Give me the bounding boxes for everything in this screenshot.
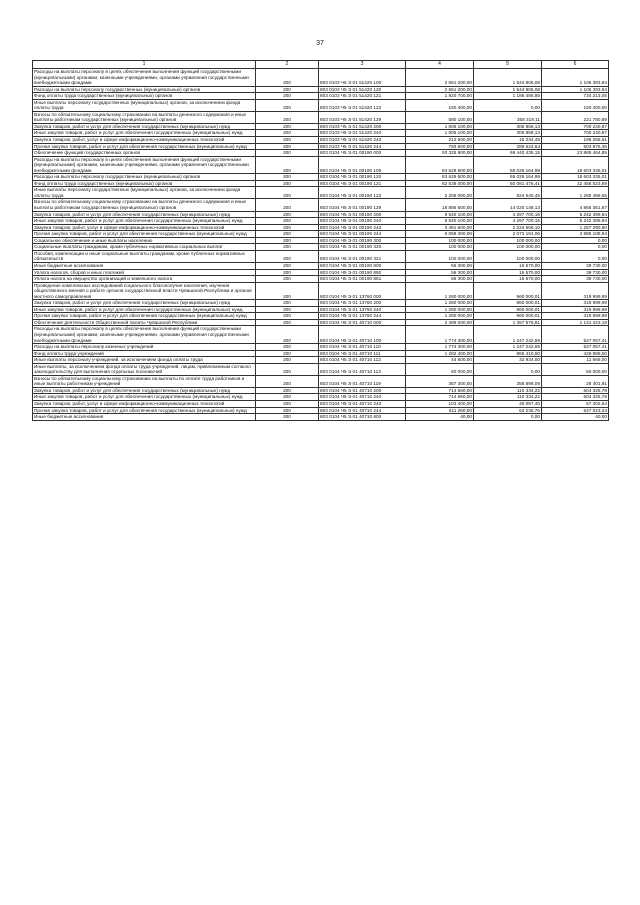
table-row [33,93,609,100]
row-plan-cell: 44 600,00 [406,357,474,364]
row-plan-cell: 1 280 000,00 [406,282,474,300]
table-header-row [33,61,609,69]
row-kbk-cell: 803 0104 Ч5 Э 01 00190 000 [319,150,406,157]
row-remainder-cell: 1 106 393,94 [542,69,609,87]
row-code-cell: 200 [256,174,319,181]
table-row [33,387,609,394]
row-remainder-cell: 700 240,87 [542,123,609,130]
row-plan-cell: 150 400,00 [406,99,474,111]
row-plan-cell: 1 282 400,00 [406,350,474,357]
row-name-cell: Иные выплаты, за исключением фонда оплаты труда учреждений, лицам, привлекаемым согласно законодательству для выполнения отдельных полномочий [33,363,256,375]
row-kbk-cell: 803 0103 Ч5 Э 01 51420 242 [319,137,406,144]
table-row [33,282,609,300]
row-name-cell: Иные закупки товаров, работ и услуг для обеспечения государственных (муниципальных) нужд [33,394,256,401]
row-executed-cell: 69 440 435,15 [474,150,542,157]
row-code-cell: 200 [256,375,319,387]
row-kbk-cell: 803 0103 Ч5 Э 01 51420 200 [319,123,406,130]
row-plan-cell: 6 058 300,00 [406,231,474,238]
row-executed-cell: 924 540,45 [474,187,542,199]
row-name-cell: Закупка товаров, работ, услуг в сфере информационно-коммуникационных технологий [33,400,256,407]
row-remainder-cell: 4 866 351,87 [542,199,609,211]
row-remainder-cell: 734 213,05 [542,93,609,100]
row-executed-cell: 15 234,49 [474,137,542,144]
row-kbk-cell: 803 0104 Ч5 Э 01 00190 300 [319,237,406,244]
row-code-cell: 200 [256,150,319,157]
column-header: 5 [474,61,542,69]
row-remainder-cell: 426 989,50 [542,350,609,357]
row-plan-cell: 1 005 100,00 [406,123,474,130]
row-executed-cell: 32 934,00 [474,357,542,364]
row-name-cell: Расходы на выплаты персоналу государственных (муниципальных) органов [33,174,256,181]
row-code-cell: 200 [256,86,319,93]
row-executed-cell: 46 097,46 [474,400,542,407]
row-plan-cell: 18 886 500,00 [406,199,474,211]
table-row [33,244,609,251]
row-plan-cell: 387 300,00 [406,375,474,387]
row-remainder-cell: 5 242 399,84 [542,211,609,218]
row-kbk-cell: 803 0104 Ч5 Э 01 00190 122 [319,187,406,199]
row-remainder-cell: 0,00 [542,250,609,262]
row-name-cell: Иные выплаты персоналу государственных (муниципальных) органов, за исключением фонда оплаты труда [33,99,256,111]
row-name-cell: Взносы по обязательному социальному страхованию на выплаты по оплате труда работников и иные выплаты работникам учреждений [33,375,256,387]
row-name-cell: Закупка товаров, работ и услуг для обеспечения государственных (муниципальных) нужд [33,211,256,218]
row-plan-cell: 2 651 200,00 [406,69,474,87]
row-remainder-cell: 40,00 [542,414,609,421]
row-kbk-cell: 803 0104 Ч5 Э 01 40710 242 [319,400,406,407]
row-remainder-cell: 221 780,89 [542,111,609,123]
row-name-cell: Прочая закупка товаров, работ и услуг для обеспечения государственных (муниципальных) нужд [33,143,256,150]
row-executed-cell: 110 334,22 [474,387,542,394]
row-code-cell: 200 [256,269,319,276]
row-code-cell: 200 [256,143,319,150]
row-plan-cell: 9 540 100,00 [406,218,474,225]
row-plan-cell: 83 629 500,00 [406,156,474,174]
table-row [33,231,609,238]
table-row [33,407,609,414]
row-name-cell: Расходы на выплаты персоналу в целях обеспечения выполнения функций государственными (муниципальными) органами, казенными учреждениями, органами управления государственными внебюджетными фондами [33,326,256,344]
row-name-cell: Социальные выплаты гражданам, кроме публичных нормативных социальных выплат [33,244,256,251]
row-name-cell: Закупка товаров, работ и услуг для обеспечения государственных (муниципальных) нужд [33,387,256,394]
row-name-cell: Обеспечение функций государственных органов [33,150,256,157]
row-remainder-cell: 319 999,99 [542,282,609,300]
row-code-cell: 200 [256,237,319,244]
row-name-cell: Иные закупки товаров, работ и услуг для обеспечения государственных (муниципальных) нужд [33,306,256,313]
column-header: 2 [256,61,319,69]
row-code-cell: 200 [256,319,319,326]
table-row [33,180,609,187]
row-code-cell: 200 [256,187,319,199]
row-remainder-cell: 604 325,78 [542,394,609,401]
table-row [33,276,609,283]
row-remainder-cell: 150 400,00 [542,99,609,111]
row-remainder-cell: 3 985 108,94 [542,231,609,238]
table-row [33,326,609,344]
row-name-cell: Прочая закупка товаров, работ и услуг для обеспечения государственных (муниципальных) нужд [33,231,256,238]
table-row [33,143,609,150]
row-kbk-cell: 803 0104 Ч5 Э 01 40710 244 [319,407,406,414]
row-executed-cell: 4 297 700,16 [474,218,542,225]
row-kbk-cell: 803 0104 Ч5 Э 01 13760 244 [319,313,406,320]
row-executed-cell: 289 624,64 [474,143,542,150]
row-plan-cell: 2 651 200,00 [406,86,474,93]
row-name-cell: Иные выплаты персоналу учреждений, за исключением фонда оплаты труда [33,357,256,364]
row-kbk-cell: 803 0103 Ч5 Э 01 51420 121 [319,93,406,100]
row-executed-cell: 110 334,22 [474,394,542,401]
row-code-cell: 200 [256,137,319,144]
row-name-cell: Взносы по обязательному социальному страхованию на выплаты денежного содержания и иные выплаты работникам государственных (муниципальных) органов [33,199,256,211]
row-remainder-cell: 23 885 464,85 [542,150,609,157]
row-executed-cell: 65 026 164,99 [474,174,542,181]
row-executed-cell: 2 224 509,10 [474,224,542,231]
row-remainder-cell: 1 257 290,90 [542,224,609,231]
row-code-cell: 200 [256,211,319,218]
row-name-cell: Пособия, компенсации и иные социальные выплаты гражданам, кроме публичных нормативных обязательств [33,250,256,262]
row-plan-cell: 56 300,00 [406,276,474,283]
row-kbk-cell: 803 0103 Ч5 Э 01 51420 244 [319,143,406,150]
row-code-cell: 200 [256,407,319,414]
row-executed-cell: 855 410,50 [474,350,542,357]
row-remainder-cell: 18 603 335,01 [542,156,609,174]
row-executed-cell: 1 186 486,95 [474,93,542,100]
row-executed-cell: 1 357 576,81 [474,319,542,326]
row-name-cell: Фонд оплаты труда учреждений [33,350,256,357]
row-remainder-cell: 28 401,91 [542,375,609,387]
row-kbk-cell: 803 0104 Ч5 Э 01 40710 111 [319,350,406,357]
table-row [33,211,609,218]
row-plan-cell: 611 260,00 [406,407,474,414]
row-remainder-cell: 11 666,00 [542,357,609,364]
table-row [33,86,609,93]
table-row [33,150,609,157]
row-code-cell: 200 [256,199,319,211]
row-code-cell: 200 [256,363,319,375]
row-executed-cell: 100 000,00 [474,244,542,251]
row-kbk-cell: 803 0104 Ч5 Э 01 40710 119 [319,375,406,387]
row-code-cell: 200 [256,344,319,351]
row-plan-cell: 93 325 900,00 [406,150,474,157]
row-code-cell: 200 [256,93,319,100]
row-remainder-cell: 60 000,00 [542,363,609,375]
row-name-cell: Уплата налогов, сборов и иных платежей [33,269,256,276]
table-row [33,156,609,174]
row-executed-cell: 1 544 806,08 [474,86,542,93]
row-executed-cell: 1 544 806,08 [474,69,542,87]
table-row [33,363,609,375]
row-executed-cell: 358 898,09 [474,375,542,387]
row-plan-cell: 100 000,00 [406,250,474,262]
page-number: 37 [316,40,324,47]
row-executed-cell: 100 000,00 [474,250,542,262]
row-plan-cell: 3 481 600,00 [406,224,474,231]
row-name-cell: Фонд оплаты труда государственных (муниципальных) органов [33,180,256,187]
row-code-cell: 200 [256,111,319,123]
row-name-cell: Иные выплаты персоналу государственных (муниципальных) органов, за исключением фонда оплаты труда [33,187,256,199]
row-name-cell: Иные закупки товаров, работ и услуг для обеспечения государственных (муниципальных) нужд [33,130,256,137]
table-row [33,123,609,130]
row-code-cell: 200 [256,394,319,401]
row-executed-cell: 0,00 [474,414,542,421]
row-remainder-cell: 527 057,41 [542,344,609,351]
row-plan-cell: 1 774 300,00 [406,344,474,351]
table-row [33,224,609,231]
row-name-cell: Расходы на выплаты персоналу государственных (муниципальных) органов [33,86,256,93]
row-kbk-cell: 803 0103 Ч5 Э 01 51420 240 [319,130,406,137]
row-name-cell: Проведение комплексных исследований социального благополучия населения, изучения общественного мнения о работе органов государственной власти Чувашской Республики и органов местного самоуправления [33,282,256,300]
row-remainder-cell: 39 730,00 [542,269,609,276]
row-plan-cell: 580 100,00 [406,111,474,123]
row-executed-cell: 358 319,11 [474,111,542,123]
row-plan-cell: 793 600,00 [406,143,474,150]
row-name-cell: Закупка товаров, работ, услуг в сфере информационно-коммуникационных технологий [33,137,256,144]
row-kbk-cell: 803 0103 Ч5 Э 01 51420 129 [319,111,406,123]
row-kbk-cell: 803 0104 Ч5 Э 01 40710 113 [319,363,406,375]
row-kbk-cell: 803 0104 Ч5 Э 01 00190 240 [319,218,406,225]
row-code-cell: 200 [256,250,319,262]
row-code-cell: 200 [256,224,319,231]
row-kbk-cell: 803 0104 Ч5 Э 01 00190 100 [319,156,406,174]
row-plan-cell: 1 005 100,00 [406,130,474,137]
row-remainder-cell: 1 280 459,55 [542,187,609,199]
table-row [33,111,609,123]
row-code-cell: 200 [256,282,319,300]
row-remainder-cell: 604 325,78 [542,387,609,394]
row-plan-cell: 1 280 000,00 [406,313,474,320]
row-plan-cell: 62 538 000,00 [406,180,474,187]
row-remainder-cell: 0,00 [542,237,609,244]
row-executed-cell: 50 081 476,41 [474,180,542,187]
row-remainder-cell: 1 106 393,94 [542,86,609,93]
budget-execution-table [32,60,609,421]
row-executed-cell: 1 247 242,59 [474,326,542,344]
row-kbk-cell: 803 0103 Ч5 Э 01 51420 122 [319,99,406,111]
row-code-cell: 200 [256,262,319,269]
row-executed-cell: 2 073 191,06 [474,231,542,238]
row-remainder-cell: 547 023,24 [542,407,609,414]
table-row [33,394,609,401]
row-code-cell: 200 [256,276,319,283]
row-remainder-cell: 57 302,54 [542,400,609,407]
table-row [33,237,609,244]
row-kbk-cell: 803 0104 Ч5 Э 01 00190 129 [319,199,406,211]
row-remainder-cell: 503 975,36 [542,143,609,150]
row-name-cell: Фонд оплаты труда государственных (муниципальных) органов [33,93,256,100]
row-name-cell: Социальное обеспечение и иные выплаты населению [33,237,256,244]
table-row [33,400,609,407]
row-remainder-cell: 319 999,99 [542,313,609,320]
row-executed-cell: 0,00 [474,99,542,111]
column-header: 4 [406,61,474,69]
row-plan-cell: 714 660,00 [406,387,474,394]
row-plan-cell: 100 000,00 [406,244,474,251]
row-code-cell: 200 [256,156,319,174]
row-code-cell: 200 [256,130,319,137]
row-name-cell: Расходы на выплаты персоналу казенных учреждений [33,344,256,351]
column-header: 3 [319,61,406,69]
row-code-cell: 200 [256,300,319,307]
row-remainder-cell: 12 456 523,59 [542,180,609,187]
row-remainder-cell: 319 999,99 [542,300,609,307]
row-kbk-cell: 803 0104 Ч5 Э 01 00190 121 [319,180,406,187]
row-kbk-cell: 803 0104 Ч5 Э 01 40710 240 [319,394,406,401]
row-kbk-cell: 803 0104 Ч5 Э 01 40710 100 [319,326,406,344]
row-kbk-cell: 803 0104 Ч5 Э 01 00190 321 [319,250,406,262]
row-executed-cell: 16 570,00 [474,262,542,269]
table-row [33,300,609,307]
row-name-cell: Закупка товаров, работ и услуг для обеспечения государственных (муниципальных) нужд [33,123,256,130]
row-remainder-cell: 39 730,00 [542,276,609,283]
row-kbk-cell: 803 0104 Ч5 Э 01 00190 800 [319,262,406,269]
table-row [33,375,609,387]
table-row [33,414,609,421]
row-kbk-cell: 803 0104 Ч5 Э 01 13760 200 [319,300,406,307]
row-code-cell: 200 [256,387,319,394]
row-executed-cell: 960 000,01 [474,313,542,320]
row-executed-cell: 4 297 700,16 [474,211,542,218]
row-plan-cell: 9 540 100,00 [406,211,474,218]
row-remainder-cell: 5 242 399,84 [542,218,609,225]
row-kbk-cell: 803 0104 Ч5 Э 01 00190 320 [319,244,406,251]
row-remainder-cell: 527 057,41 [542,326,609,344]
row-name-cell: Прочая закупка товаров, работ и услуг для обеспечения государственных (муниципальных) нужд [33,313,256,320]
row-kbk-cell: 803 0104 Ч5 Э 01 00190 200 [319,211,406,218]
table-row [33,313,609,320]
row-executed-cell: 305 859,13 [474,123,542,130]
row-name-cell: Обеспечение деятельности Общественной палаты Чувашской Республики [33,319,256,326]
row-name-cell: Закупка товаров, работ, услуг в сфере информационно-коммуникационных технологий [33,224,256,231]
row-kbk-cell: 803 0104 Ч5 Э 01 00190 242 [319,224,406,231]
row-code-cell: 200 [256,306,319,313]
row-executed-cell: 960 000,01 [474,282,542,300]
column-header: 6 [542,61,609,69]
row-plan-cell: 1 280 000,00 [406,300,474,307]
row-executed-cell: 14 020 148,13 [474,199,542,211]
row-kbk-cell: 803 0103 Ч5 Э 01 51420 120 [319,86,406,93]
row-remainder-cell: 700 240,87 [542,130,609,137]
table-row [33,250,609,262]
row-kbk-cell: 803 0104 Ч5 Э 01 40710 800 [319,414,406,421]
row-remainder-cell: 18 603 335,01 [542,174,609,181]
row-plan-cell: 103 400,00 [406,400,474,407]
row-plan-cell: 56 300,00 [406,262,474,269]
row-kbk-cell: 803 0104 Ч5 Э 01 40710 000 [319,319,406,326]
row-kbk-cell: 803 0104 Ч5 Э 01 40710 110 [319,344,406,351]
row-code-cell: 200 [256,400,319,407]
row-name-cell: Взносы по обязательному социальному страхованию на выплаты денежного содержания и иные выплаты работникам государственных (муниципальных) органов [33,111,256,123]
row-code-cell: 200 [256,123,319,130]
row-executed-cell: 1 247 242,59 [474,344,542,351]
row-remainder-cell: 1 131 423,19 [542,319,609,326]
row-name-cell: Расходы на выплаты персоналу в целях обеспечения выполнения функций государственными (муниципальными) органами, казенными учреждениями, органами управления государственными внебюджетными фондами [33,69,256,87]
row-code-cell: 200 [256,313,319,320]
row-executed-cell: 305 859,13 [474,130,542,137]
table-row [33,357,609,364]
row-remainder-cell: 196 265,51 [542,137,609,144]
row-name-cell: Иные закупки товаров, работ и услуг для обеспечения государственных (муниципальных) нужд [33,218,256,225]
table-row [33,99,609,111]
row-code-cell: 200 [256,218,319,225]
row-plan-cell: 83 629 500,00 [406,174,474,181]
row-plan-cell: 60 000,00 [406,363,474,375]
row-kbk-cell: 803 0104 Ч5 Э 01 00190 850 [319,269,406,276]
row-plan-cell: 40,00 [406,414,474,421]
row-remainder-cell: 319 999,99 [542,306,609,313]
row-executed-cell: 100 000,00 [474,237,542,244]
column-header: 1 [33,61,256,69]
table-row [33,130,609,137]
row-kbk-cell: 803 0104 Ч5 Э 01 00190 244 [319,231,406,238]
row-code-cell: 200 [256,350,319,357]
row-plan-cell: 56 300,00 [406,269,474,276]
row-executed-cell: 65 026 164,99 [474,156,542,174]
table-row [33,306,609,313]
row-remainder-cell: 0,00 [542,244,609,251]
row-name-cell: Расходы на выплаты персоналу в целях обеспечения выполнения функций государственными (муниципальными) органами, казенными учреждениями, органами управления государственными внебюджетными фондами [33,156,256,174]
row-plan-cell: 212 500,00 [406,137,474,144]
row-name-cell: Закупка товаров, работ и услуг для обеспечения государственных (муниципальных) нужд [33,300,256,307]
row-plan-cell: 2 489 000,00 [406,319,474,326]
row-kbk-cell: 803 0103 Ч5 Э 01 51420 100 [319,69,406,87]
table-row [33,187,609,199]
row-executed-cell: 16 570,00 [474,269,542,276]
table-row [33,69,609,87]
row-kbk-cell: 803 0104 Ч5 Э 01 13760 240 [319,306,406,313]
row-executed-cell: 960 000,01 [474,306,542,313]
row-code-cell: 200 [256,326,319,344]
row-remainder-cell: 39 730,00 [542,262,609,269]
row-executed-cell: 0,00 [474,363,542,375]
row-name-cell: Иные бюджетные ассигнования [33,414,256,421]
row-kbk-cell: 803 0104 Ч5 Э 01 13760 000 [319,282,406,300]
table-row [33,137,609,144]
row-plan-cell: 2 205 000,00 [406,187,474,199]
row-code-cell: 200 [256,414,319,421]
row-plan-cell: 1 280 000,00 [406,306,474,313]
row-name-cell: Уплата налога на имущество организаций и земельного налога [33,276,256,283]
row-code-cell: 200 [256,99,319,111]
row-executed-cell: 16 570,00 [474,276,542,283]
table-row [33,344,609,351]
table-body [33,69,609,421]
table-row [33,199,609,211]
table-row [33,218,609,225]
table-row [33,269,609,276]
row-plan-cell: 1 920 700,00 [406,93,474,100]
table-row [33,319,609,326]
row-code-cell: 200 [256,244,319,251]
row-code-cell: 200 [256,231,319,238]
row-kbk-cell: 803 0104 Ч5 Э 01 40710 200 [319,387,406,394]
row-kbk-cell: 803 0104 Ч5 Э 01 40710 112 [319,357,406,364]
row-plan-cell: 1 774 300,00 [406,326,474,344]
row-plan-cell: 100 000,00 [406,237,474,244]
row-executed-cell: 64 236,76 [474,407,542,414]
row-code-cell: 200 [256,357,319,364]
table-row [33,174,609,181]
row-code-cell: 200 [256,180,319,187]
row-name-cell: Прочая закупка товаров, работ и услуг для обеспечения государственных (муниципальных) нужд [33,407,256,414]
row-kbk-cell: 803 0104 Ч5 Э 01 00190 851 [319,276,406,283]
row-code-cell: 200 [256,69,319,87]
row-kbk-cell: 803 0104 Ч5 Э 01 00190 120 [319,174,406,181]
row-name-cell: Иные бюджетные ассигнования [33,262,256,269]
row-executed-cell: 960 000,01 [474,300,542,307]
row-plan-cell: 714 660,00 [406,394,474,401]
